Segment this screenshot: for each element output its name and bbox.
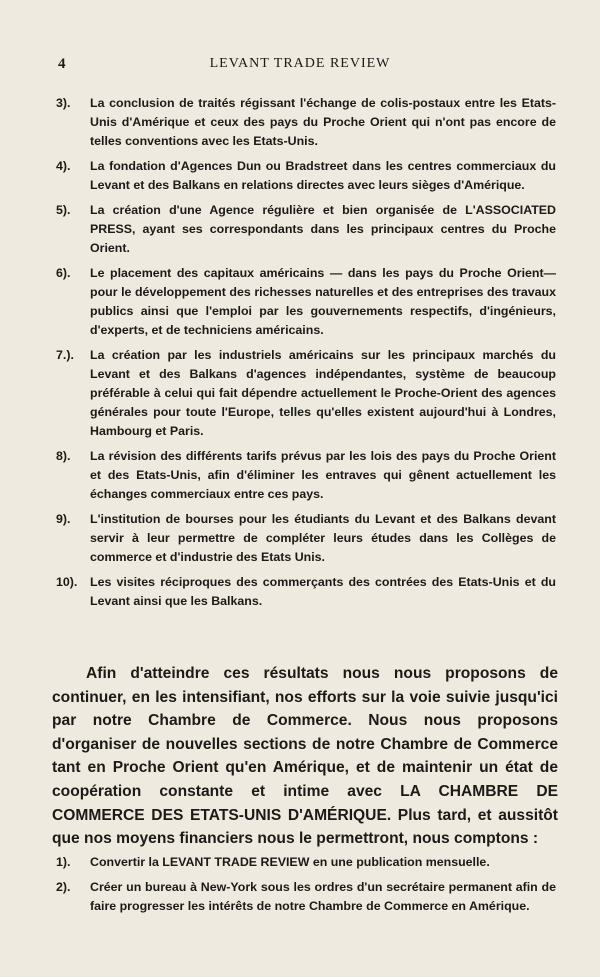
item-text: La révision des différents tarifs prévus par les lois des pays du Proche Orient et des Etats-Unis, afin d'éliminer les entraves qui gênent actuellement les échanges commerciaux entre ces pays. [90, 449, 556, 501]
item-number: 5). [56, 203, 71, 217]
item-number: 7.). [56, 348, 74, 362]
running-title: LEVANT TRADE REVIEW [209, 56, 391, 71]
body-paragraph: Afin d'atteindre ces résultats nous nous proposons de continuer, en les intensifiant, nos efforts sur la voie suivie jusqu'ici par notre Chambre de Commerce. Nous nous proposons d'organiser de nouvelles sections de notre Chambre de Commerce tant en Proche Orient qu'en Amérique, et de maintenir un état de coopération constante et intime avec LA CHAMBRE DE COMMERCE DES ETATS-UNIS D'AMÉRIQUE. Plus tard, et aussitôt que nos moyens financiers nous le permettront, nous comptons : [52, 665, 558, 848]
page-header [52, 56, 548, 78]
item-text: La création d'une Agence régulière et bien organisée de L'ASSOCIATED PRESS, ayant ses correspondants dans les principaux centres du Proche Orient. [90, 203, 556, 255]
list-item [56, 264, 556, 340]
item-number: 10). [56, 575, 78, 589]
item-number: 3). [56, 96, 71, 110]
item-text: Les visites réciproques des commerçants des contrées des Etats-Unis et du Levant ainsi que les Balkans. [90, 575, 556, 608]
list-item [56, 346, 556, 441]
list-item [56, 878, 556, 916]
numbered-list-bottom [56, 853, 556, 922]
list-item [56, 157, 556, 195]
list-item [56, 853, 556, 872]
item-text: Créer un bureau à New-York sous les ordres d'un secrétaire permanent afin de faire progresser les intérêts de notre Chambre de Commerce en Amérique. [90, 880, 556, 913]
item-text: La fondation d'Agences Dun ou Bradstreet dans les centres commerciaux du Levant et des Balkans en relations directes avec leurs sièges d'Amérique. [90, 159, 556, 192]
item-number: 4). [56, 159, 71, 173]
item-text: La création par les industriels américains sur les principaux marchés du Levant et des Balkans d'agences indépendantes, système de beaucoup préférable à celui qui fait dépendre actuellement le Proche-Orient des agences générales pour toute l'Europe, telles qu'elles existent aujourd'hui à Londres, Hambourg et Paris. [90, 348, 556, 438]
list-item [56, 510, 556, 567]
list-item [56, 447, 556, 504]
numbered-list-top [56, 94, 556, 617]
list-item [56, 94, 556, 151]
list-item [56, 201, 556, 258]
item-number: 1). [56, 855, 71, 869]
item-number: 9). [56, 512, 71, 526]
item-text: La conclusion de traités régissant l'échange de colis-postaux entre les Etats-Unis d'Amérique et ceux des pays du Proche Orient qui n'ont pas encore de telles conventions avec les Etats-Unis. [90, 96, 556, 148]
item-number: 8). [56, 449, 71, 463]
item-text: Convertir la LEVANT TRADE REVIEW en une publication mensuelle. [90, 855, 490, 869]
page-number: 4 [58, 56, 66, 72]
item-number: 6). [56, 266, 71, 280]
list-item [56, 573, 556, 611]
item-number: 2). [56, 880, 71, 894]
item-text: Le placement des capitaux américains — dans les pays du Proche Orient— pour le développement des richesses naturelles et des entreprises des travaux publics ainsi que l'emploi par les gouvernements respectifs, d'ingénieurs, d'experts, et de techniciens américains. [90, 266, 556, 337]
item-text: L'institution de bourses pour les étudiants du Levant et des Balkans devant servir à leur permettre de compléter leurs études dans les Collèges de commerce et d'industrie des Etats Unis. [90, 512, 556, 564]
